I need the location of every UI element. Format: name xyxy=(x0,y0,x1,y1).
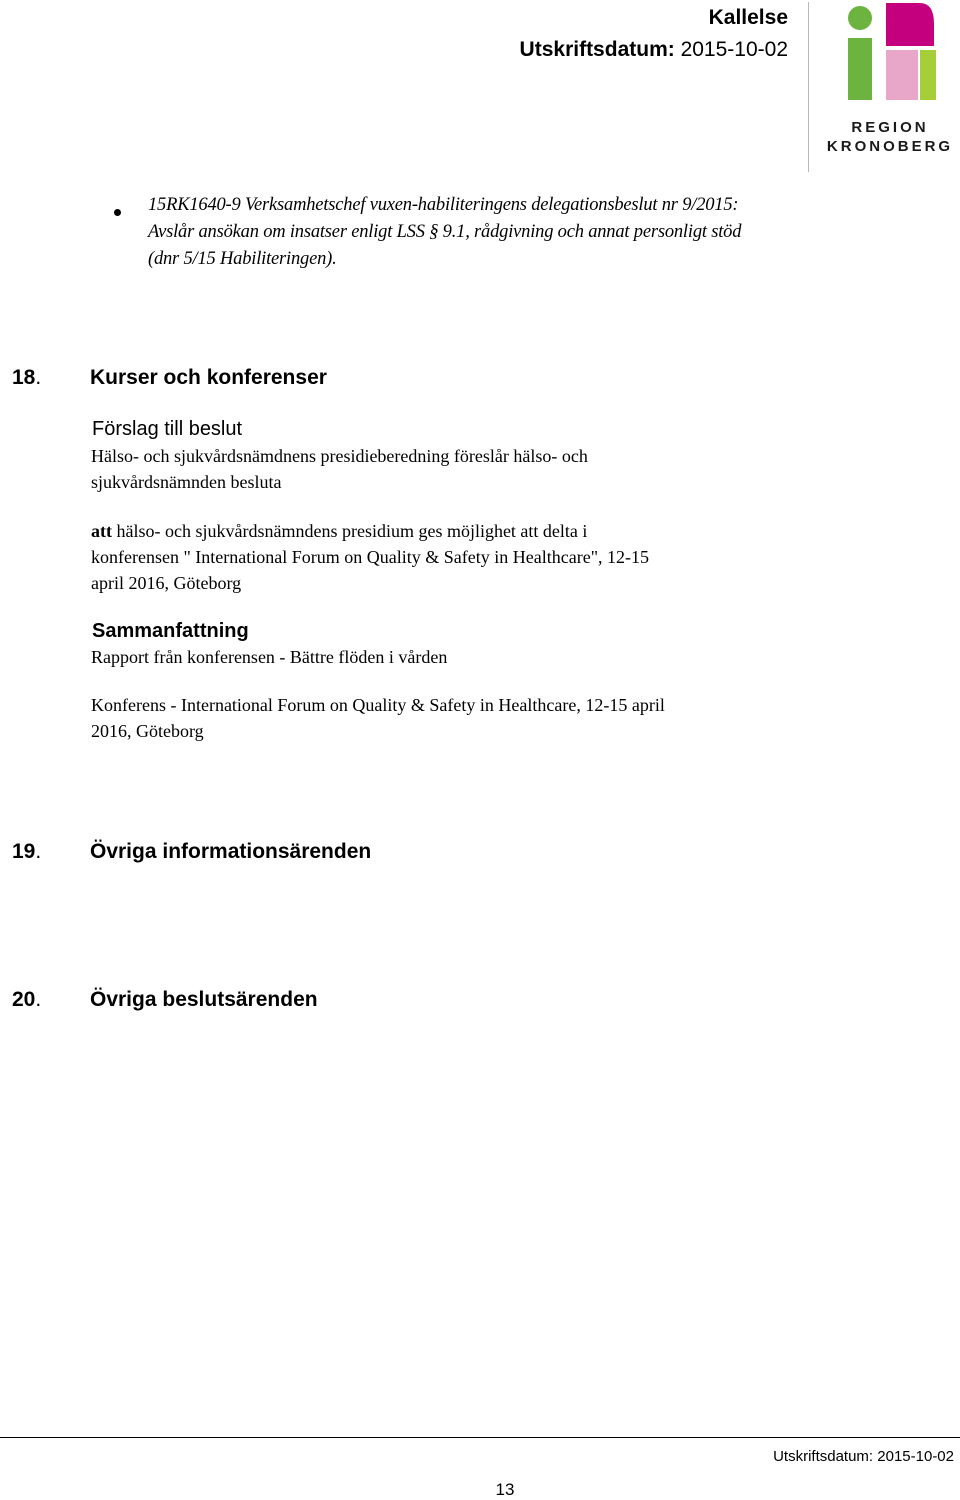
conference-text xyxy=(91,692,811,744)
bullet-line-2: Avslår ansökan om insatser enligt LSS § 9.1, rådgivning och annat personligt stöd xyxy=(148,222,742,242)
delegation-decision-item xyxy=(148,192,808,273)
bullet-marker xyxy=(114,209,121,216)
bullet-line-1: 15RK1640-9 Verksamhetschef vuxen-habiliteringens delegationsbeslut nr 9/2015: xyxy=(148,195,739,215)
att-keyword: att xyxy=(91,521,112,541)
footer-divider xyxy=(0,1437,960,1438)
footer-print-date: Utskriftsdatum: 2015-10-02 xyxy=(773,1448,954,1465)
logo-text-kronoberg: KRONOBERG xyxy=(826,138,954,155)
bullet-line-3: (dnr 5/15 Habiliteringen). xyxy=(148,249,337,269)
section-19-number: 19. xyxy=(12,840,42,863)
logo-green-dot xyxy=(848,6,872,30)
section-18-number: 18. xyxy=(12,366,42,389)
logo-lime-shape xyxy=(920,50,936,100)
conference-line-1: Konferens - International Forum on Quality & Safety in Healthcare, 12-15 april xyxy=(91,695,665,715)
decision-text xyxy=(91,518,811,596)
header-divider xyxy=(808,2,809,172)
print-date-label: Utskriftsdatum: xyxy=(519,38,675,61)
summary-text: Rapport från konferensen - Bättre flöden i vården xyxy=(91,647,448,667)
print-date-value: 2015-10-02 xyxy=(680,38,788,61)
proposal-heading: Förslag till beslut xyxy=(92,418,243,440)
proposal-line-2: sjukvårdsnämnden besluta xyxy=(91,472,282,492)
document-type: Kallelse xyxy=(708,6,788,29)
section-19-title: Övriga informationsärenden xyxy=(90,840,372,863)
decision-line-3: april 2016, Göteborg xyxy=(91,573,242,593)
logo-pink-shape xyxy=(886,50,918,100)
print-date-header xyxy=(520,38,788,62)
conference-line-2: 2016, Göteborg xyxy=(91,721,204,741)
decision-line-2: konferensen " International Forum on Quality & Safety in Healthcare", 12-15 xyxy=(91,547,650,567)
section-20-title: Övriga beslutsärenden xyxy=(90,988,318,1011)
section-20-number: 20. xyxy=(12,988,42,1011)
summary-heading: Sammanfattning xyxy=(92,620,249,642)
region-kronoberg-logo xyxy=(820,0,960,160)
logo-text-region: REGION xyxy=(851,119,929,136)
page-number: 13 xyxy=(495,1480,515,1499)
proposal-line-1: Hälso- och sjukvårdsnämdnens presidieberedning föreslår hälso- och xyxy=(91,446,588,466)
proposal-text xyxy=(91,443,811,495)
section-18-title: Kurser och konferenser xyxy=(90,366,327,389)
logo-green-stem xyxy=(848,38,872,100)
logo-magenta-shape xyxy=(886,3,934,46)
decision-line-1: hälso- och sjukvårdsnämndens presidium ges möjlighet att delta i xyxy=(116,521,588,541)
